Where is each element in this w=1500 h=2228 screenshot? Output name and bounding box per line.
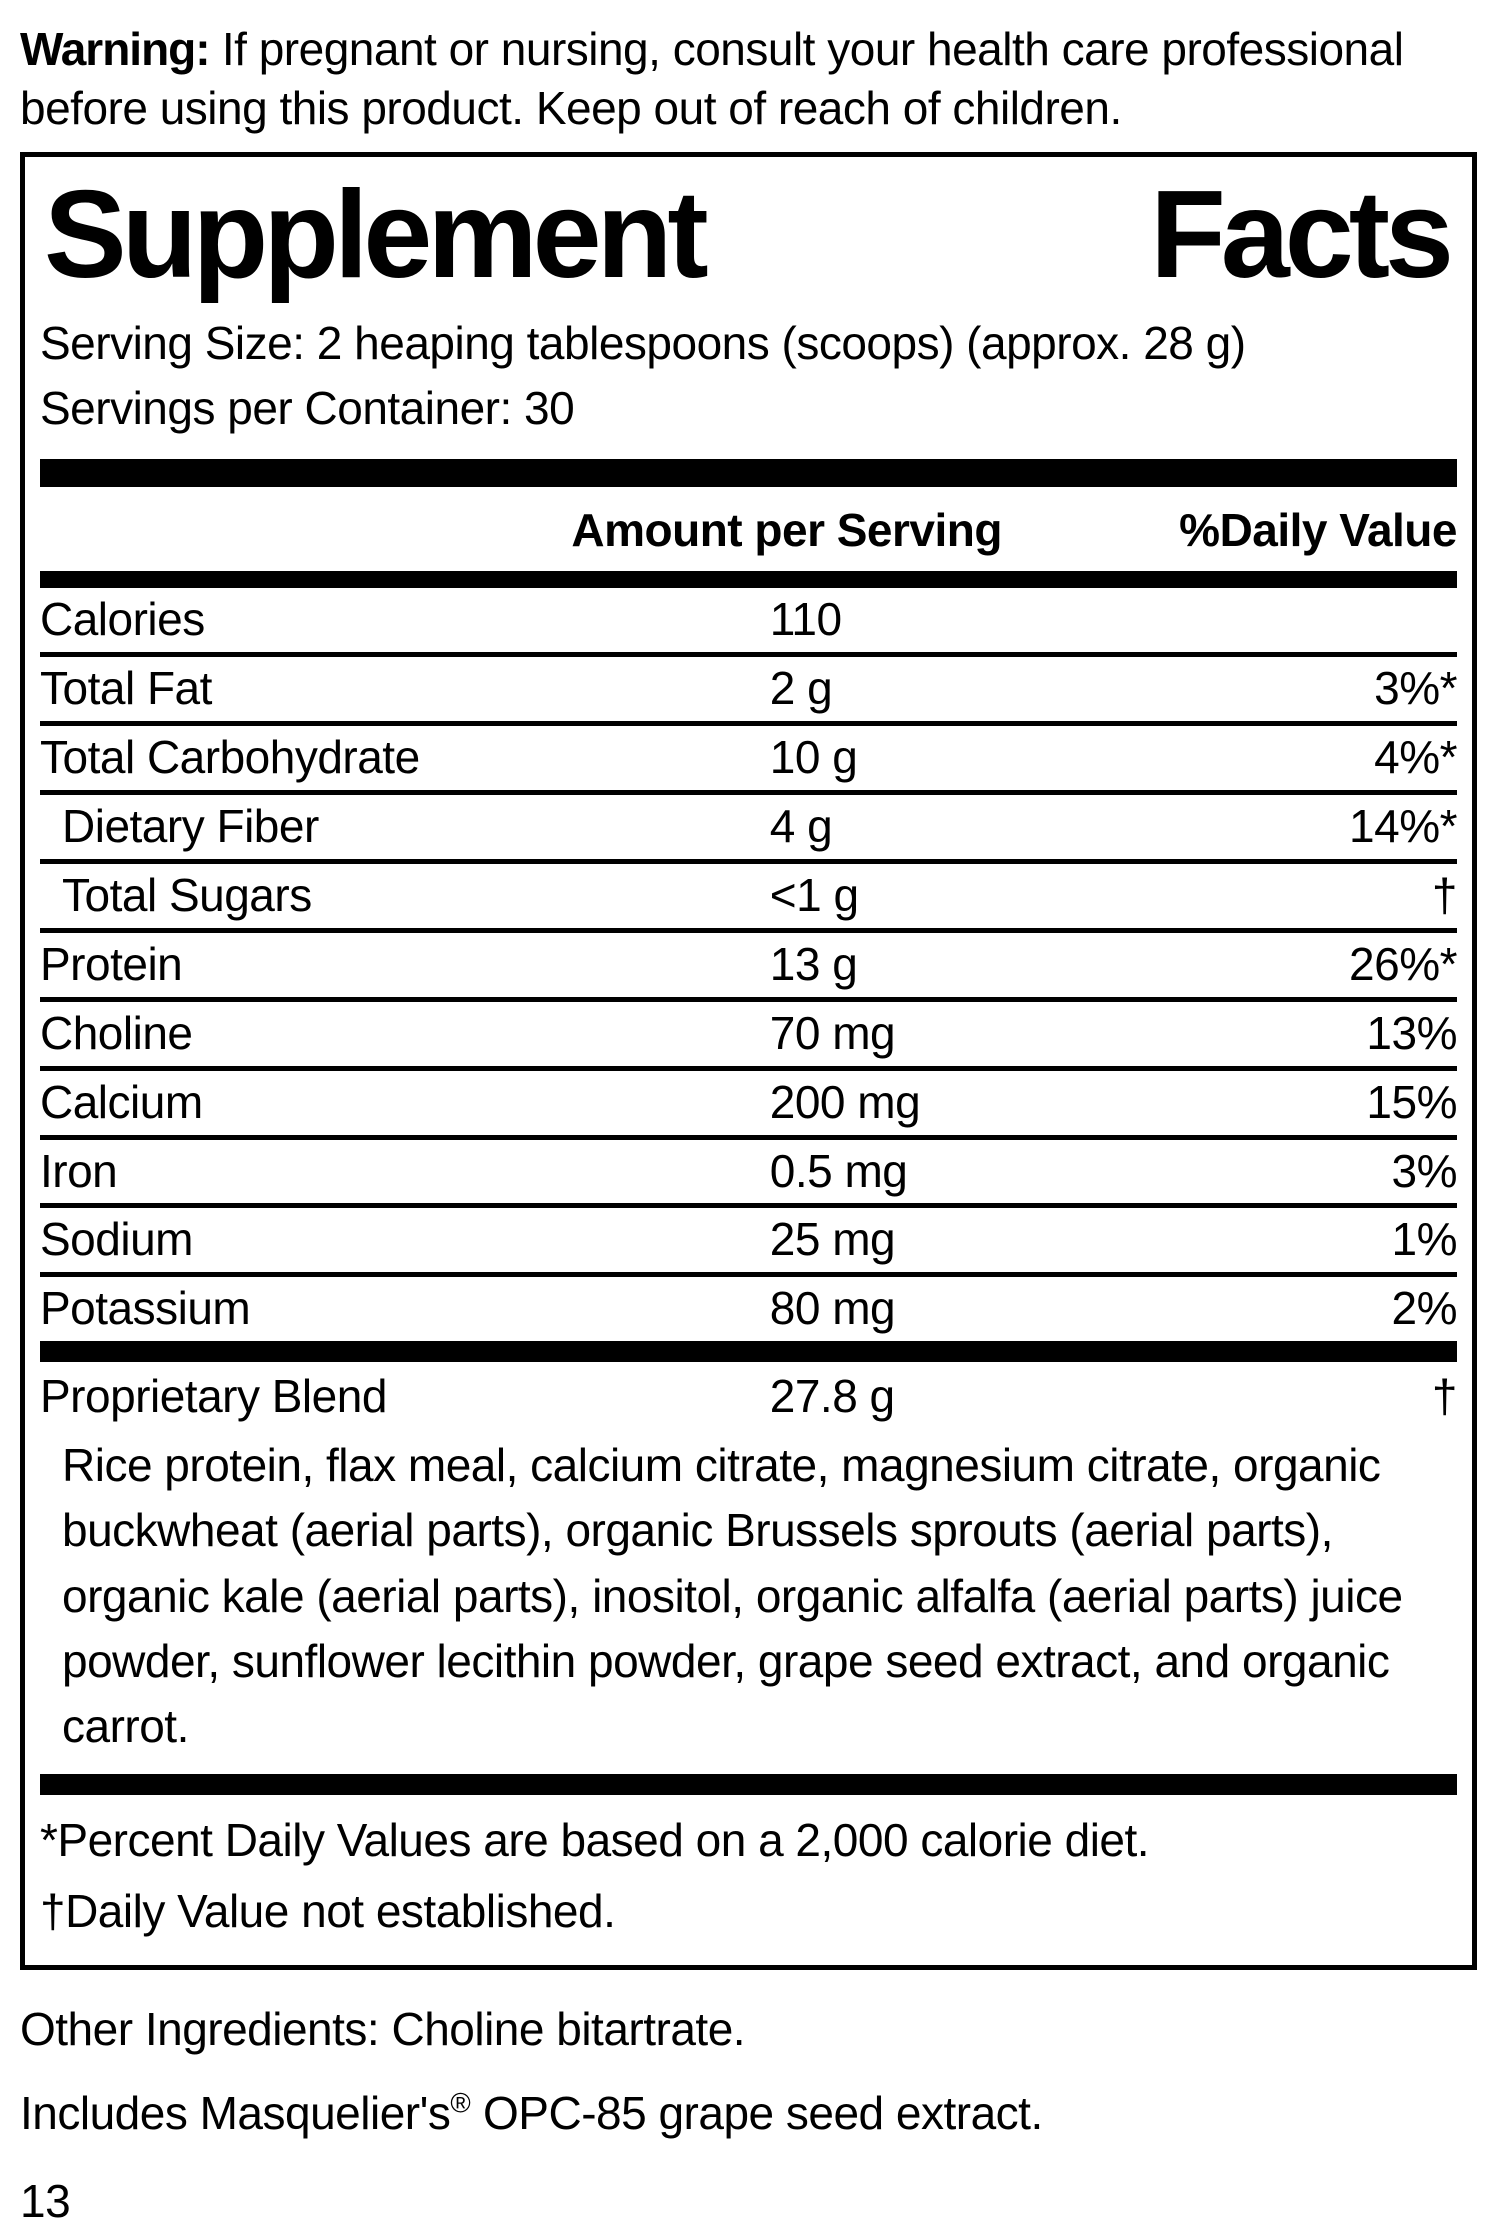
nutrient-amount: 80 mg — [769, 1282, 896, 1335]
nutrient-amount: 13 g — [769, 937, 858, 990]
nutrient-name: Iron — [40, 1144, 118, 1197]
divider-medium — [40, 571, 1457, 588]
nutrient-amount: 110 — [769, 593, 842, 646]
nutrient-name: Choline — [40, 1006, 193, 1059]
table-row-total-sugars — [40, 859, 1457, 928]
nutrient-daily-value: 14%* — [1349, 800, 1457, 853]
column-header-row — [40, 487, 1457, 571]
nutrient-name: Calories — [40, 593, 205, 646]
table-row-choline — [40, 997, 1457, 1066]
footnotes — [40, 1795, 1457, 1966]
nutrient-daily-value: 3% — [1391, 1144, 1457, 1197]
registered-trademark-symbol: ® — [450, 2087, 471, 2119]
table-row-proprietary-blend — [40, 1362, 1457, 1429]
nutrient-amount: <1 g — [769, 868, 859, 921]
nutrient-amount: 25 mg — [769, 1213, 896, 1266]
table-row-potassium — [40, 1272, 1457, 1341]
table-row-total-carbohydrate — [40, 721, 1457, 790]
footnote-percent-daily-values: *Percent Daily Values are based on a 2,000 calorie diet. — [40, 1813, 1150, 1866]
nutrient-amount: 27.8 g — [769, 1370, 895, 1423]
includes-pre: Includes Masquelier's — [20, 2087, 451, 2140]
warning-label: Warning: — [20, 23, 210, 75]
nutrient-name: Total Sugars — [62, 868, 312, 921]
nutrient-name: Proprietary Blend — [40, 1370, 387, 1423]
nutrient-amount: 70 mg — [769, 1006, 896, 1059]
servings-per-container: Servings per Container: 30 — [40, 382, 575, 435]
serving-info — [40, 311, 1457, 448]
column-header-daily-value: %Daily Value — [1179, 504, 1457, 557]
supplement-facts-panel — [20, 152, 1477, 1970]
table-row-protein — [40, 928, 1457, 997]
divider-heavy-above-blend — [40, 1341, 1457, 1362]
other-ingredients-text: Other Ingredients: Choline bitartrate. — [20, 2003, 746, 2056]
nutrient-table — [40, 588, 1457, 1341]
nutrient-daily-value: 3%* — [1374, 662, 1457, 715]
nutrient-daily-value: † — [1431, 1370, 1457, 1423]
nutrient-daily-value: 1% — [1391, 1213, 1457, 1266]
nutrient-daily-value: 15% — [1366, 1075, 1457, 1128]
table-row-sodium — [40, 1203, 1457, 1272]
divider-heavy-below-blend — [40, 1774, 1457, 1795]
nutrient-name: Potassium — [40, 1282, 251, 1335]
nutrient-amount: 0.5 mg — [769, 1144, 908, 1197]
nutrient-name: Calcium — [40, 1075, 203, 1128]
table-row-calcium — [40, 1066, 1457, 1135]
nutrient-amount: 10 g — [769, 731, 858, 784]
nutrient-daily-value: 4%* — [1374, 731, 1457, 784]
nutrient-amount: 200 mg — [769, 1075, 921, 1128]
warning-body: If pregnant or nursing, consult your health care professional before using this product. Keep out of reach of children. — [20, 23, 1404, 134]
nutrient-name: Total Carbohydrate — [40, 731, 420, 784]
nutrient-daily-value: 13% — [1366, 1006, 1457, 1059]
table-row-dietary-fiber — [40, 790, 1457, 859]
panel-title-word2: Facts — [1150, 165, 1449, 304]
nutrient-amount: 4 g — [769, 800, 833, 853]
nutrient-daily-value: 2% — [1391, 1282, 1457, 1335]
nutrient-name: Protein — [40, 937, 183, 990]
table-row-iron — [40, 1135, 1457, 1204]
panel-title-word1: Supplement — [44, 165, 704, 304]
nutrient-name: Sodium — [40, 1213, 193, 1266]
serving-size: Serving Size: 2 heaping tablespoons (scoops) (approx. 28 g) — [40, 316, 1246, 369]
nutrient-daily-value: † — [1431, 868, 1457, 921]
nutrient-name: Dietary Fiber — [62, 800, 319, 853]
panel-title — [40, 157, 1457, 311]
nutrient-daily-value: 26%* — [1349, 937, 1457, 990]
page-number: 13 — [20, 2175, 71, 2228]
footnote-daily-value-not-established: †Daily Value not established. — [40, 1884, 616, 1937]
table-row-calories — [40, 588, 1457, 652]
column-header-amount: Amount per Serving — [571, 504, 1002, 557]
proprietary-blend-ingredients: Rice protein, flax meal, calcium citrate, magnesium citrate, organic buckwheat (aerial parts), organic Brussels sprouts (aerial parts), organic kale (aerial parts), inositol, organic alfalfa (aerial parts) juice powder, sunflower lecithin powder, grape seed extract, and organic carrot. — [62, 1439, 1403, 1753]
nutrient-amount: 2 g — [769, 662, 833, 715]
includes-grape-seed-text — [20, 2086, 1477, 2140]
warning-text — [20, 20, 1477, 138]
includes-post: OPC-85 grape seed extract. — [470, 2087, 1043, 2140]
table-row-total-fat — [40, 652, 1457, 721]
nutrient-name: Total Fat — [40, 662, 212, 715]
divider-thick-top — [40, 459, 1457, 487]
